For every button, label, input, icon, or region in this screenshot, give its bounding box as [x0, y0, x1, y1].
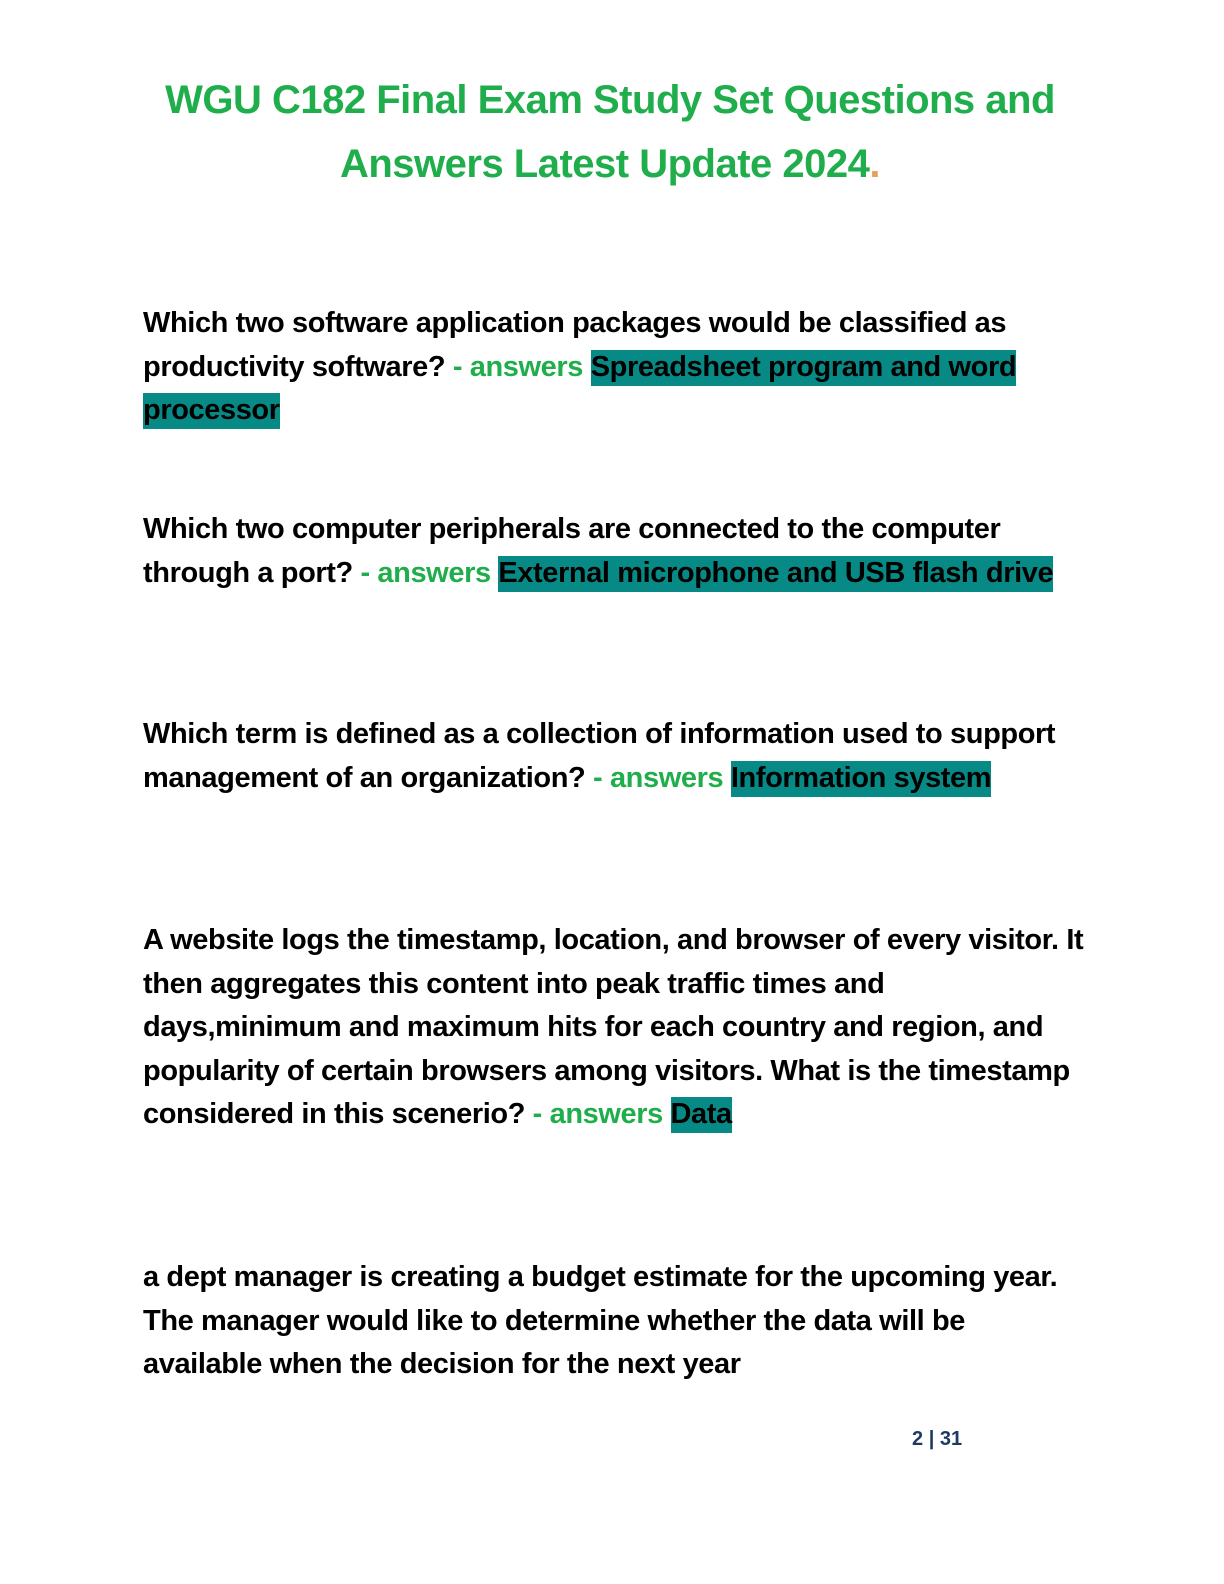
answer-text: Spreadsheet program and word processor	[143, 350, 1016, 430]
qa-item	[143, 1256, 1088, 1387]
title-trailing-dot: .	[869, 142, 881, 186]
qa-item	[143, 713, 1088, 800]
title-line-2-text: Answers Latest Update 2024	[339, 142, 870, 186]
answers-label: - answers	[445, 350, 591, 383]
question-text: a dept manager is creating a budget estimate for the upcoming year. The manager would like to determine whether the data will be available when the decision for the next year	[143, 1261, 1058, 1381]
answer-text: Information system	[731, 761, 991, 797]
qa-item	[143, 919, 1088, 1137]
answers-label: - answers	[585, 761, 731, 794]
document-title-line-2	[120, 142, 1100, 187]
answer-text: External microphone and USB flash drive	[498, 556, 1053, 592]
page-number	[912, 1428, 962, 1451]
answers-label: - answers	[525, 1098, 671, 1131]
question-text: A website logs the timestamp, location, and browser of every visitor. It then aggregates this content into peak traffic times and days,minimum and maximum hits for each country and region, and popularity of certain browsers among visitors. What is the timestamp considered in this scenerio?	[143, 924, 1084, 1131]
page-total: 31	[939, 1428, 963, 1450]
question-text: Which two software application packages would be classified as productivity software?	[143, 307, 1007, 383]
answer-text: Data	[671, 1097, 732, 1133]
question-text: Which two computer peripherals are connected to the computer through a port?	[143, 513, 1001, 589]
answers-label: - answers	[352, 556, 499, 589]
document-title-line-1: WGU C182 Final Exam Study Set Questions and	[165, 78, 1055, 122]
question-text: Which term is defined as a collection of information used to support management of an organization?	[143, 718, 1056, 794]
qa-item	[143, 508, 1088, 595]
page-current: 2	[912, 1428, 924, 1450]
qa-item	[143, 302, 1088, 433]
page-separator: |	[928, 1428, 935, 1450]
